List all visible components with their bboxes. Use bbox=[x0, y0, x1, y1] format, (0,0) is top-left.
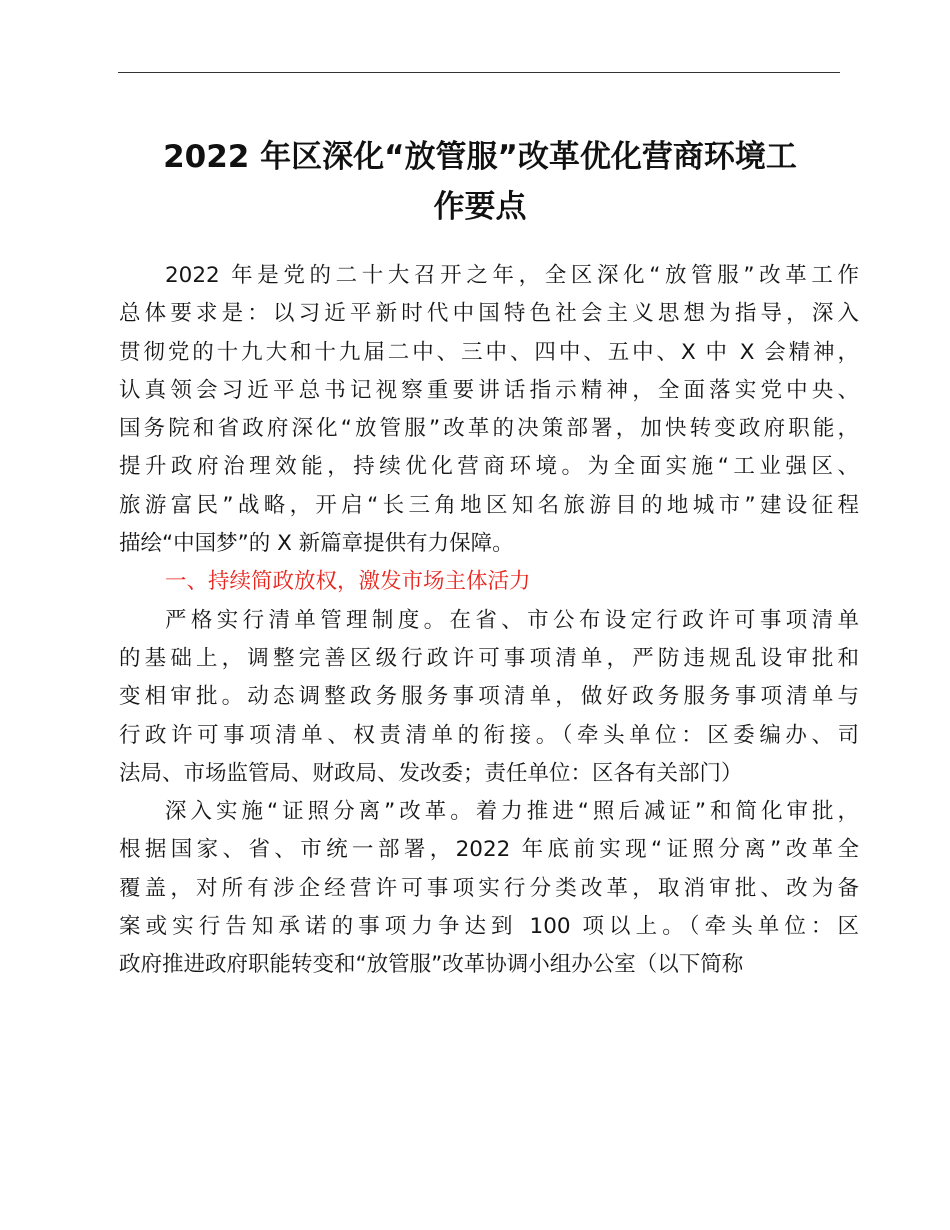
paragraph-line: 总体要求是：以习近平新时代中国特色社会主义思想为指导，深入 bbox=[119, 301, 859, 327]
paragraph-line: 根据国家、省、市统一部署，2022 年底前实现“证照分离”改革全 bbox=[119, 837, 859, 863]
paragraph-line: 案或实行告知承诺的事项力争达到 100 项以上。（牵头单位：区 bbox=[119, 914, 859, 940]
paragraph-line: 认真领会习近平总书记视察重要讲话指示精神，全面落实党中央、 bbox=[119, 377, 859, 403]
section-heading: 一、持续简政放权，激发市场主体活力 bbox=[165, 569, 531, 595]
document-title bbox=[100, 132, 860, 232]
paragraph-line: 描绘“中国梦”的 X 新篇章提供有力保障。 bbox=[119, 531, 514, 557]
paragraph-line: 行政许可事项清单、权责清单的衔接。（牵头单位：区委编办、司 bbox=[119, 722, 859, 748]
paragraph-line: 2022 年是党的二十大召开之年，全区深化“放管服”改革工作 bbox=[165, 263, 859, 288]
paragraph-line: 旅游富民”战略，开启“长三角地区知名旅游目的地城市”建设征程 bbox=[119, 492, 859, 518]
paragraph-line: 深入实施“证照分离”改革。着力推进“照后减证”和简化审批， bbox=[165, 799, 859, 825]
paragraph-line: 的基础上，调整完善区级行政许可事项清单，严防违规乱设审批和 bbox=[119, 645, 859, 671]
title-line: 作要点 bbox=[433, 189, 527, 225]
title-line: 2022 年区深化“放管服”改革优化营商环境工 bbox=[163, 139, 797, 175]
paragraph-line: 法局、市场监管局、财政局、发改委；责任单位：区各有关部门） bbox=[119, 760, 743, 786]
document-body bbox=[119, 257, 859, 985]
paragraph-line: 覆盖，对所有涉企经营许可事项实行分类改革，取消审批、改为备 bbox=[119, 875, 859, 901]
paragraph-line: 政府推进政府职能转变和“放管服”改革协调小组办公室（以下简称 bbox=[119, 952, 744, 978]
paragraph-line: 严格实行清单管理制度。在省、市公布设定行政许可事项清单 bbox=[165, 607, 859, 633]
paragraph-line: 提升政府治理效能，持续优化营商环境。为全面实施“工业强区、 bbox=[119, 454, 859, 480]
paragraph-line: 变相审批。动态调整政务服务事项清单，做好政务服务事项清单与 bbox=[119, 684, 859, 710]
header-rule bbox=[118, 72, 840, 73]
paragraph-line: 贯彻党的十九大和十九届二中、三中、四中、五中、X 中 X 会精神， bbox=[119, 339, 859, 365]
paragraph-line: 国务院和省政府深化“放管服”改革的决策部署，加快转变政府职能， bbox=[119, 416, 859, 442]
